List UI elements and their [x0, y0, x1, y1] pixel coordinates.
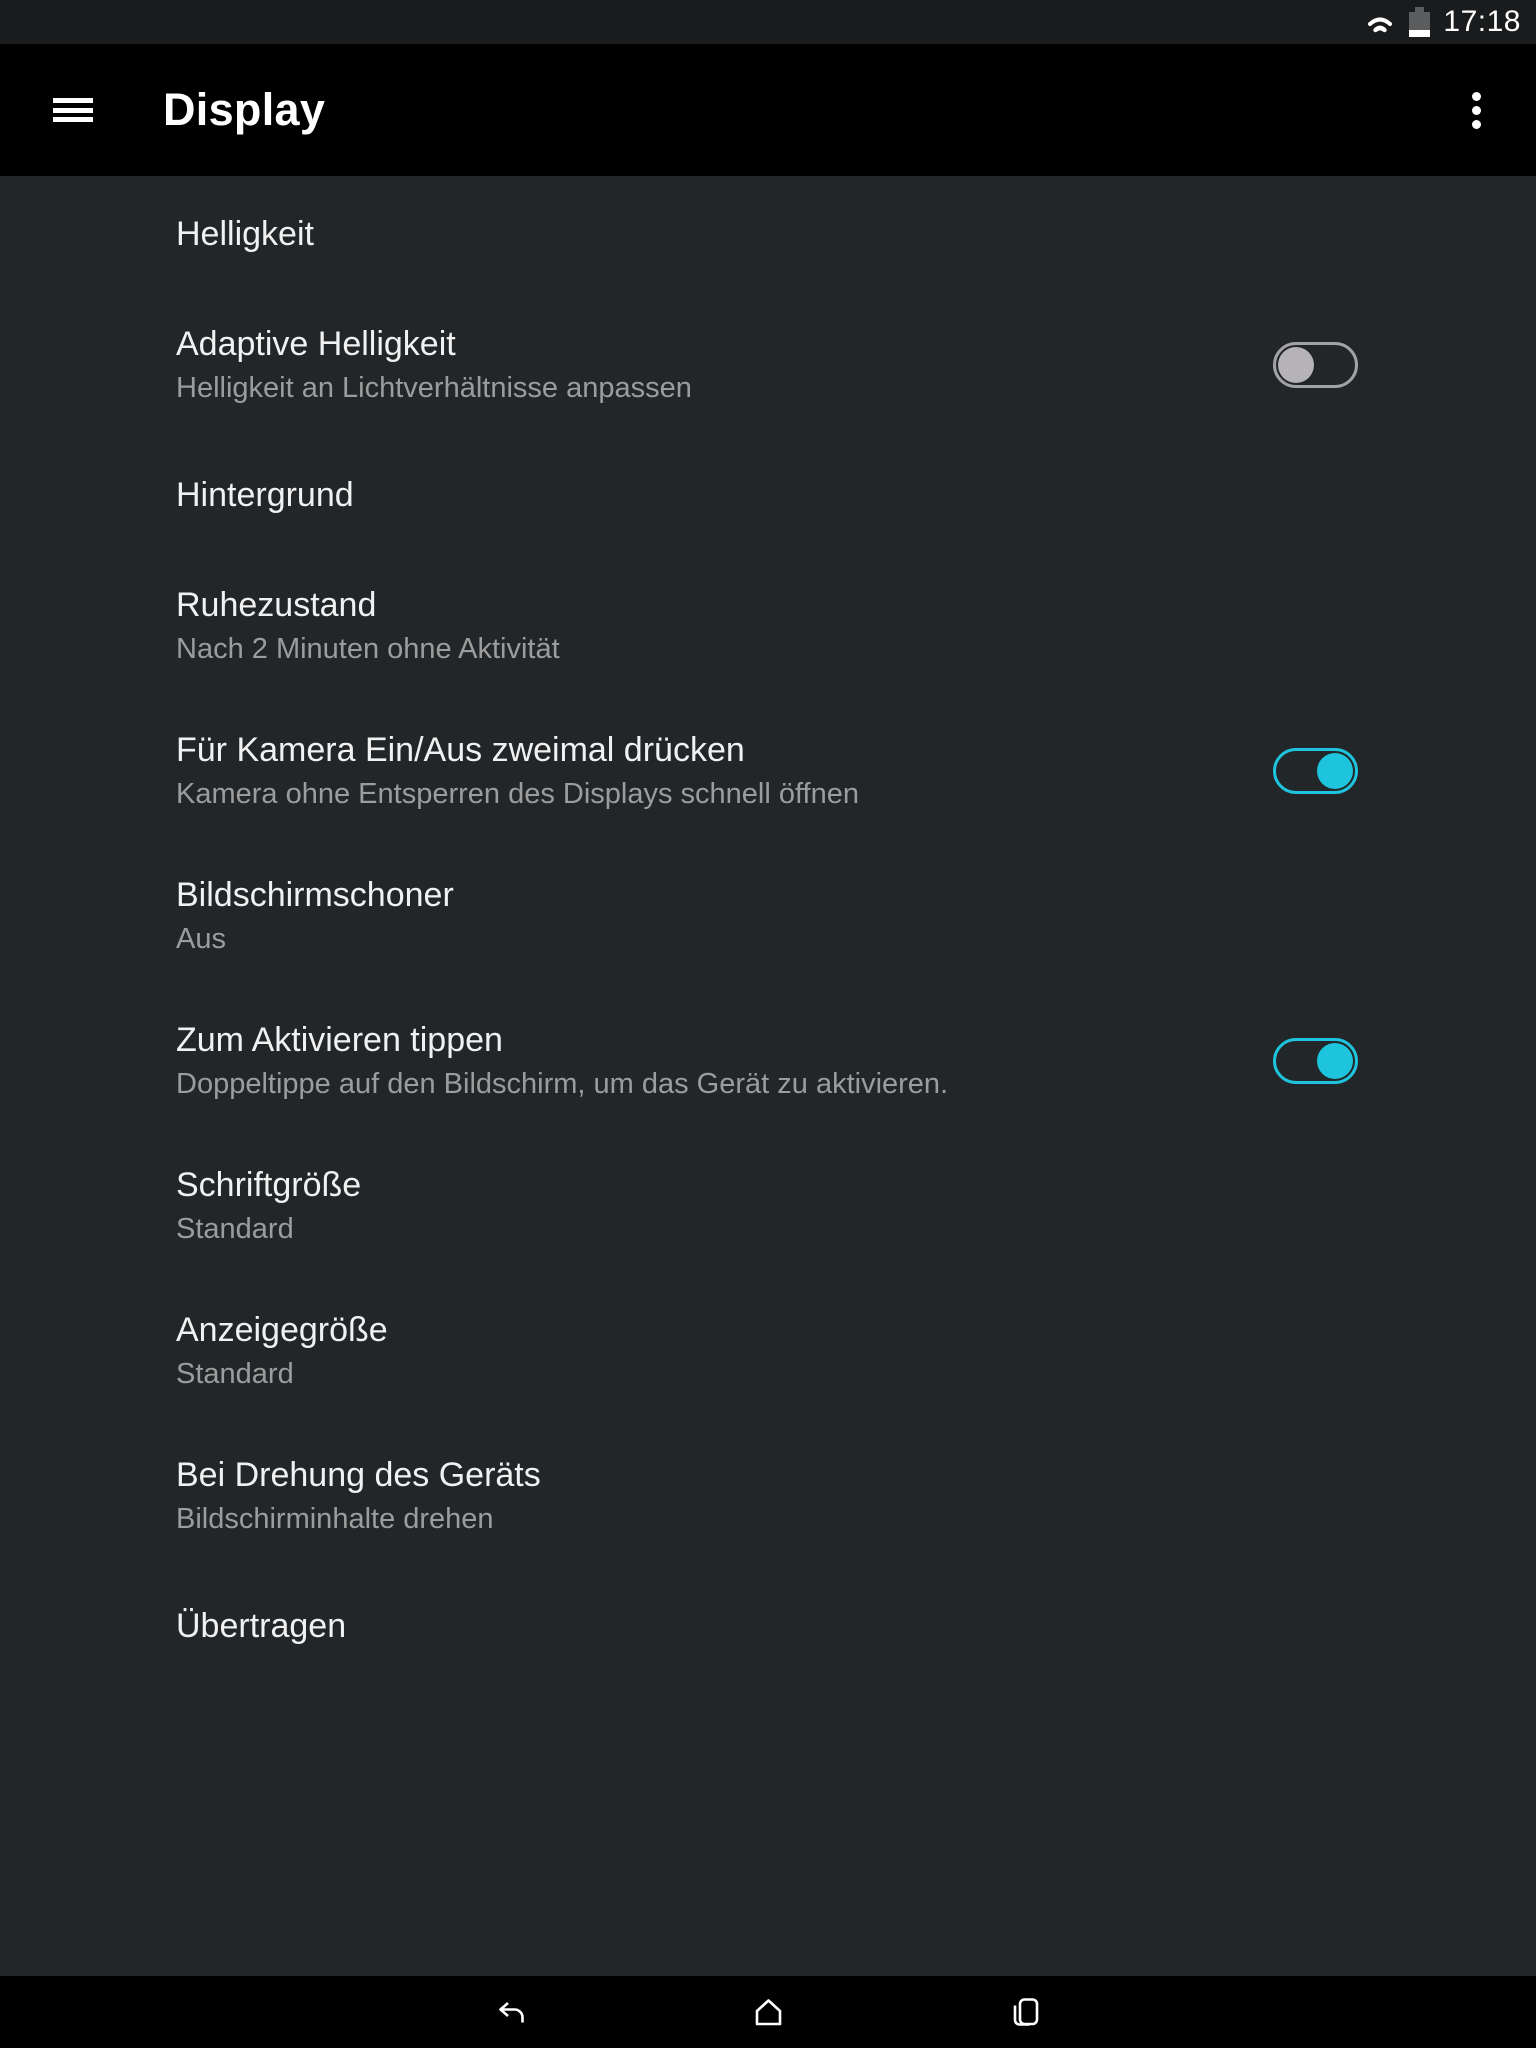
- list-item-text: [176, 473, 1358, 517]
- list-item[interactable]: [0, 843, 1536, 988]
- item-title: Helligkeit: [176, 215, 314, 253]
- clock: 17:18: [1443, 5, 1521, 38]
- list-item[interactable]: [0, 988, 1536, 1133]
- list-item-text: [176, 1453, 1358, 1538]
- list-item-text: [176, 1604, 1358, 1648]
- list-item[interactable]: [0, 553, 1536, 698]
- list-item-text: [176, 583, 1358, 668]
- status-bar: [0, 0, 1536, 44]
- item-title: Bildschirmschoner: [176, 876, 454, 914]
- list-item-text: [176, 322, 1273, 407]
- list-item[interactable]: [0, 1133, 1536, 1278]
- toggle-knob: [1317, 1043, 1353, 1079]
- list-item-text: [176, 1018, 1273, 1103]
- list-item[interactable]: [0, 1568, 1536, 1684]
- item-title: Für Kamera Ein/Aus zweimal drücken: [176, 731, 745, 769]
- settings-list: [0, 176, 1536, 1976]
- recents-icon[interactable]: [1009, 1996, 1042, 2029]
- item-subtitle: Nach 2 Minuten ohne Aktivität: [176, 633, 560, 665]
- list-item[interactable]: [0, 176, 1536, 292]
- list-item-text: [176, 873, 1358, 958]
- toggle-switch[interactable]: [1273, 1038, 1358, 1084]
- overflow-menu-icon[interactable]: [1466, 86, 1487, 135]
- item-subtitle: Standard: [176, 1358, 294, 1390]
- item-title: Ruhezustand: [176, 586, 377, 624]
- item-subtitle: Standard: [176, 1213, 294, 1245]
- list-item[interactable]: [0, 698, 1536, 843]
- home-icon[interactable]: [752, 1996, 785, 2029]
- item-title: Adaptive Helligkeit: [176, 325, 456, 363]
- item-title: Übertragen: [176, 1607, 347, 1645]
- list-item[interactable]: [0, 1278, 1536, 1423]
- item-subtitle: Helligkeit an Lichtverhältnisse anpassen: [176, 372, 692, 404]
- page-title: Display: [163, 84, 326, 135]
- item-title: Hintergrund: [176, 476, 354, 514]
- item-subtitle: Kamera ohne Entsperren des Displays schnell öffnen: [176, 778, 859, 810]
- list-item-text: [176, 728, 1273, 813]
- hamburger-menu-icon[interactable]: [53, 98, 93, 122]
- app-bar: [0, 44, 1536, 176]
- item-title: Anzeigegröße: [176, 1311, 388, 1349]
- list-item-text: [176, 212, 1358, 256]
- list-item[interactable]: [0, 437, 1536, 553]
- item-subtitle: Aus: [176, 923, 226, 955]
- toggle-switch[interactable]: [1273, 342, 1358, 388]
- list-item[interactable]: [0, 1423, 1536, 1568]
- list-item-text: [176, 1163, 1358, 1248]
- battery-fill: [1409, 30, 1430, 38]
- item-subtitle: Doppeltippe auf den Bildschirm, um das Gerät zu aktivieren.: [176, 1068, 949, 1100]
- list-item-text: [176, 1308, 1358, 1393]
- toggle-knob: [1317, 753, 1353, 789]
- battery-icon: [1409, 7, 1430, 39]
- navigation-bar: [0, 1976, 1536, 2048]
- wifi-icon: [1364, 11, 1396, 37]
- toggle-switch[interactable]: [1273, 748, 1358, 794]
- item-title: Bei Drehung des Geräts: [176, 1456, 541, 1494]
- item-title: Schriftgröße: [176, 1166, 362, 1204]
- item-title: Zum Aktivieren tippen: [176, 1021, 503, 1059]
- list-item[interactable]: [0, 292, 1536, 437]
- item-subtitle: Bildschirminhalte drehen: [176, 1503, 494, 1535]
- back-icon[interactable]: [495, 1996, 528, 2029]
- toggle-knob: [1278, 347, 1314, 383]
